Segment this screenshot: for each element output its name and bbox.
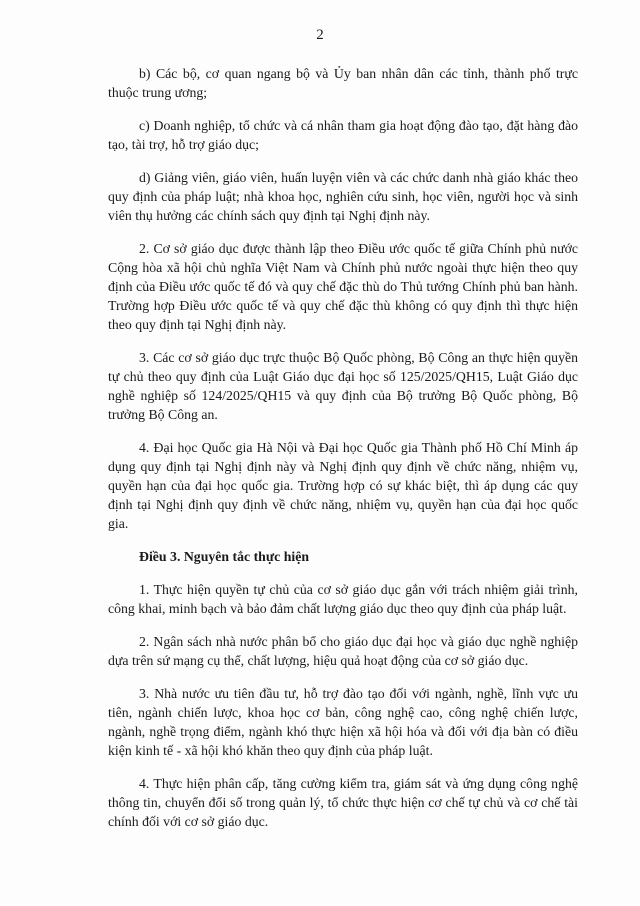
paragraph-4: 4. Đại học Quốc gia Hà Nội và Đại học Quốc gia Thành phố Hồ Chí Minh áp dụng quy định tại Nghị định này và Nghị định quy định về chức năng, nhiệm vụ, quyền hạn của đại học quốc gia. Trường hợp có sự khác biệt, thì áp dụng các quy định tại Nghị định quy định về chức năng, nhiệm vụ, quyền hạn của đại học quốc gia. [108,440,578,531]
document-body [108,64,578,845]
paragraph-2: 2. Cơ sở giáo dục được thành lập theo Điều ước quốc tế giữa Chính phủ nước Cộng hòa xã hội chủ nghĩa Việt Nam và Chính phủ nước ngoài thực hiện theo quy định của Điều ước quốc tế đó và quy chế đặc thù do Thủ tướng Chính phủ ban hành. Trường hợp Điều ước quốc tế và quy chế đặc thù không có quy định thì thực hiện theo quy định tại Nghị định này. [108,241,578,332]
article-paragraph-4: 4. Thực hiện phân cấp, tăng cường kiểm tra, giám sát và ứng dụng công nghệ thông tin, chuyển đổi số trong quản lý, tổ chức thực hiện cơ chế tự chủ và cơ chế tài chính đối với cơ sở giáo dục. [108,776,578,829]
paragraph-b: b) Các bộ, cơ quan ngang bộ và Ủy ban nhân dân các tỉnh, thành phố trực thuộc trung ương; [108,66,578,100]
page-number: 2 [316,27,324,43]
paragraph-d: d) Giảng viên, giáo viên, huấn luyện viên và các chức danh nhà giáo khác theo quy định của pháp luật; nhà khoa học, nghiên cứu sinh, học viên, người học và sinh viên thụ hưởng các chính sách quy định tại Nghị định này. [108,170,578,223]
article-paragraph-3: 3. Nhà nước ưu tiên đầu tư, hỗ trợ đào tạo đối với ngành, nghề, lĩnh vực ưu tiên, ngành chiến lược, khoa học cơ bản, công nghệ cao, công nghệ chiến lược, ngành, nghề trọng điểm, ngành khó thực hiện xã hội hóa và đối với địa bàn có điều kiện kinh tế - xã hội khó khăn theo quy định của pháp luật. [108,686,578,758]
article-heading: Điều 3. Nguyên tắc thực hiện [139,549,310,564]
paragraph-c: c) Doanh nghiệp, tổ chức và cá nhân tham gia hoạt động đào tạo, đặt hàng đào tạo, tài trợ, hỗ trợ giáo dục; [108,118,578,152]
article-paragraph-1: 1. Thực hiện quyền tự chủ của cơ sở giáo dục gắn với trách nhiệm giải trình, công khai, minh bạch và bảo đảm chất lượng giáo dục theo quy định của pháp luật. [108,582,578,616]
paragraph-3: 3. Các cơ sở giáo dục trực thuộc Bộ Quốc phòng, Bộ Công an thực hiện quyền tự chủ theo quy định của Luật Giáo dục đại học số 125/2025/QH15, Luật Giáo dục nghề nghiệp số 124/2025/QH15 và quy định của Bộ trưởng Bộ Quốc phòng, Bộ trưởng Bộ Công an. [108,350,578,422]
article-paragraph-2: 2. Ngân sách nhà nước phân bổ cho giáo dục đại học và giáo dục nghề nghiệp dựa trên sứ mạng cụ thể, chất lượng, hiệu quả hoạt động của cơ sở giáo dục. [108,634,578,668]
